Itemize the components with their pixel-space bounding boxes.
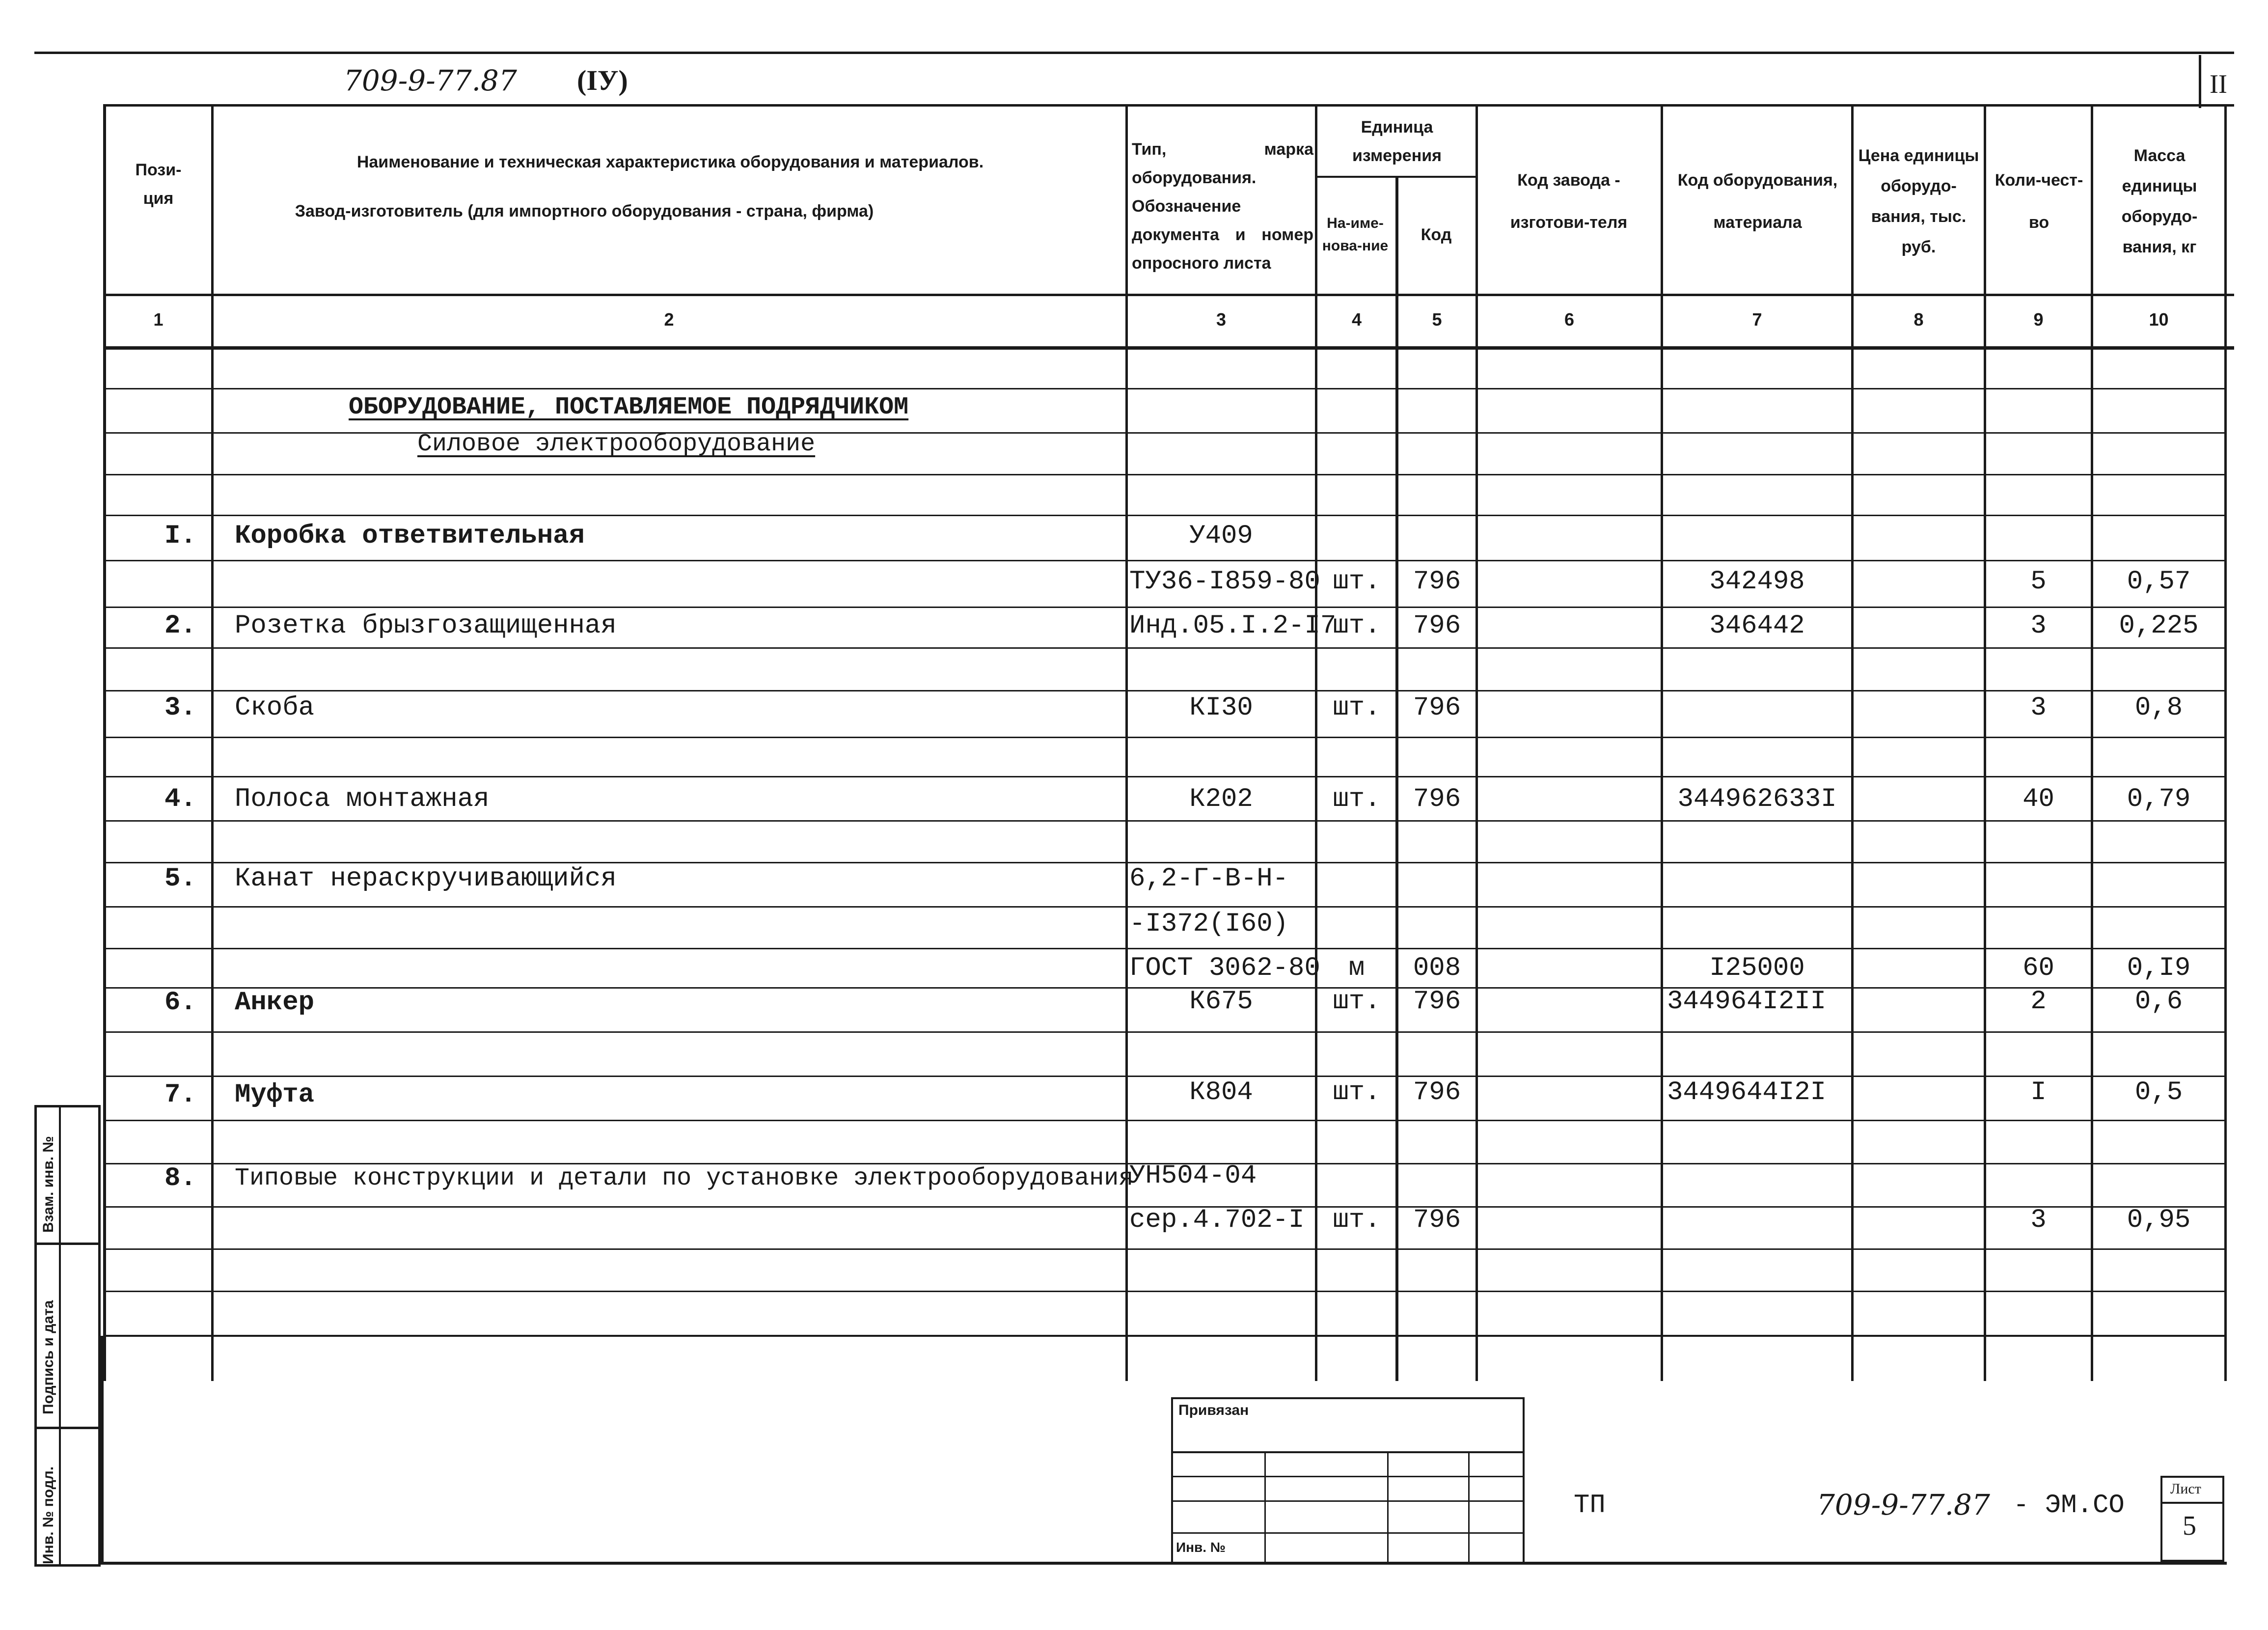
attached-row-line [1171, 1476, 1525, 1477]
row-equipment-code: 344964I2II [1667, 987, 1827, 1017]
column-number: 8 [1913, 309, 1924, 330]
side-stamp-divider [59, 1105, 61, 1567]
row-equipment-code: 342498 [1709, 567, 1805, 597]
title-doc-code: 709-9-77.87 [1817, 1488, 1990, 1521]
header-unit-name: На-име-нова-ние [1322, 215, 1389, 254]
column-number: 9 [2033, 309, 2044, 330]
row-type: К675 [1189, 987, 1253, 1017]
row-unit-code: 796 [1413, 611, 1461, 641]
title-doc-suffix: - ЭМ.СО [2013, 1491, 2125, 1520]
row-mass: 0,57 [2127, 567, 2191, 597]
sheet-number: 5 [2183, 1511, 2196, 1541]
side-stamp-inv-original: Инв. № подл. [40, 1466, 56, 1564]
row-line [106, 1248, 2227, 1250]
header-name-line1: Наименование и техническая характеристика оборудования и материалов. [356, 153, 984, 171]
column-number: 2 [664, 309, 674, 330]
row-mass: 0,5 [2134, 1077, 2183, 1107]
row-name: Типовые конструкции и детали по установке электрооборудования [235, 1164, 1134, 1192]
row-name: Коробка ответвительная [235, 521, 585, 551]
row-position: 5. [164, 864, 196, 894]
row-type: КI30 [1189, 693, 1253, 723]
column-number: 7 [1752, 309, 1762, 330]
row-line [106, 647, 2227, 649]
row-mass: 0,225 [2119, 611, 2199, 641]
row-unit: м [1348, 953, 1365, 983]
row-type: сер.4.702-I [1129, 1205, 1305, 1235]
row-unit: шт. [1333, 987, 1381, 1017]
row-position: 4. [164, 784, 196, 814]
section-title: ОБОРУДОВАНИЕ, ПОСТАВЛЯЕМОЕ ПОДРЯДЧИКОМ [349, 393, 909, 421]
header-bottom-line [103, 294, 2234, 296]
row-unit: шт. [1333, 611, 1381, 641]
side-stamp-row-line [34, 1427, 101, 1429]
col-line-6 [1661, 104, 1663, 1381]
header-equipment-code: Код оборудования, материала [1677, 171, 1838, 232]
row-unit: шт. [1333, 693, 1381, 723]
col-line-4 [1395, 177, 1398, 1381]
side-stamp-inv-replace: Взам. инв. № [40, 1136, 56, 1233]
row-type: У409 [1189, 521, 1253, 551]
table-right-border [2224, 104, 2227, 1381]
side-stamp-signature-date: Подпись и дата [40, 1300, 56, 1414]
row-quantity: I [2030, 1077, 2047, 1107]
row-quantity: 60 [2022, 953, 2054, 983]
header-unit: Единица измерения [1352, 117, 1442, 165]
row-line [106, 820, 2227, 822]
column-number: 6 [1564, 309, 1575, 330]
header-position: Пози- ция [135, 161, 182, 208]
row-line [106, 737, 2227, 738]
row-quantity: 2 [2030, 987, 2047, 1017]
header-name-line2: Завод-изготовитель (для импортного оборудования - страна, фирма) [295, 202, 874, 221]
volume-label: (IУ) [577, 64, 628, 96]
row-type: УН504-04 [1129, 1161, 1257, 1191]
row-line [106, 1291, 2227, 1292]
row-name: Полоса монтажная [235, 784, 490, 814]
row-equipment-code: I25000 [1709, 953, 1805, 983]
attached-stamp [1171, 1397, 1525, 1564]
right-top-border [2199, 55, 2201, 108]
attached-label: Привязан [1178, 1402, 1249, 1418]
row-mass: 0,79 [2127, 784, 2191, 814]
sheet-label: Лист [2170, 1481, 2201, 1497]
row-line [106, 474, 2227, 475]
row-position: I. [164, 521, 196, 551]
row-name: Канат нераскручивающийся [235, 864, 617, 894]
row-equipment-code: 344962633I [1677, 784, 1837, 814]
row-quantity: 40 [2022, 784, 2054, 814]
row-unit-code: 796 [1413, 567, 1461, 597]
attached-col-line [1264, 1451, 1266, 1564]
col-line-8 [1984, 104, 1986, 1381]
row-type: К804 [1189, 1077, 1253, 1107]
row-mass: 0,95 [2127, 1205, 2191, 1235]
row-equipment-code: 3449644I2I [1667, 1077, 1827, 1107]
row-position: 8. [164, 1163, 196, 1193]
col-line-3 [1315, 104, 1317, 1381]
attached-row-line [1171, 1532, 1525, 1534]
col-line-5 [1476, 104, 1478, 1381]
row-line [106, 776, 2227, 777]
row-unit-code: 008 [1413, 953, 1461, 983]
row-position: 6. [164, 988, 196, 1018]
row-line [106, 862, 2227, 863]
attached-row-line [1171, 1500, 1525, 1502]
row-mass: 0,8 [2134, 693, 2183, 723]
row-unit-code: 796 [1413, 1205, 1461, 1235]
column-number: 1 [153, 309, 164, 330]
bottom-frame-line [98, 1562, 2227, 1565]
inv-no-label: Инв. № [1176, 1540, 1226, 1555]
header-price: Цена единицы оборудо-вания, тыс. руб. [1858, 146, 1979, 256]
row-type: -I372(I60) [1129, 909, 1289, 939]
row-type: 6,2-Г-В-Н- [1129, 864, 1289, 894]
row-unit-code: 796 [1413, 1077, 1461, 1107]
row-line [106, 607, 2227, 608]
row-quantity: 3 [2030, 1205, 2047, 1235]
row-quantity: 3 [2030, 611, 2047, 641]
document-code-header: 709-9-77.87 [344, 64, 517, 97]
col-line-7 [1851, 104, 1854, 1381]
row-position: 7. [164, 1080, 196, 1110]
col-line-9 [2091, 104, 2093, 1381]
bottom-frame-left [101, 1336, 104, 1565]
side-stamp-row-line [34, 1243, 101, 1245]
number-row-bottom-line [103, 346, 2234, 350]
row-quantity: 3 [2030, 693, 2047, 723]
section-subtitle: Силовое электрооборудование [417, 430, 816, 458]
row-line [106, 1120, 2227, 1121]
row-position: 3. [164, 693, 196, 723]
row-name: Розетка брызгозащищенная [235, 611, 617, 641]
row-position: 2. [164, 611, 196, 641]
row-equipment-code: 346442 [1709, 611, 1805, 641]
row-type: ТУ36-I859-80 [1129, 567, 1320, 597]
row-unit-code: 796 [1413, 693, 1461, 723]
col-line-1 [211, 104, 214, 1381]
row-unit-code: 796 [1413, 784, 1461, 814]
row-line [106, 690, 2227, 691]
row-line [106, 906, 2227, 908]
row-unit: шт. [1333, 784, 1381, 814]
row-line [106, 560, 2227, 561]
row-line [106, 1031, 2227, 1033]
header-mass: Масса единицы оборудо-вания, кг [2121, 146, 2198, 256]
row-name: Муфта [235, 1080, 315, 1110]
row-quantity: 5 [2030, 567, 2047, 597]
row-unit: шт. [1333, 1077, 1381, 1107]
attached-col-line [1387, 1451, 1389, 1564]
row-mass: 0,6 [2134, 987, 2183, 1017]
table-body-bottom [106, 1335, 2227, 1337]
tp-label: ТП [1574, 1491, 1606, 1520]
attached-row-line [1171, 1451, 1525, 1453]
column-number: 3 [1216, 309, 1227, 330]
row-mass: 0,I9 [2127, 953, 2191, 983]
sheet-corner-number: II [2210, 69, 2227, 99]
row-type: К202 [1189, 784, 1253, 814]
column-number: 4 [1351, 309, 1362, 330]
header-factory-code: Код завода - изготови-теля [1510, 171, 1628, 232]
row-name: Скоба [235, 693, 315, 723]
attached-col-line [1468, 1451, 1470, 1564]
header-unit-code: Код [1421, 225, 1452, 244]
top-rule [34, 52, 2234, 54]
row-name: Анкер [235, 988, 315, 1018]
header-quantity: Коли-чест-во [1995, 171, 2083, 232]
row-line [106, 1076, 2227, 1077]
row-type: ГОСТ 3062-80 [1129, 953, 1320, 983]
sheet-box-divider [2160, 1502, 2224, 1504]
row-unit-code: 796 [1413, 987, 1461, 1017]
row-unit: шт. [1333, 1205, 1381, 1235]
column-number: 5 [1432, 309, 1442, 330]
row-line [106, 948, 2227, 949]
row-unit: шт. [1333, 567, 1381, 597]
row-line [106, 515, 2227, 516]
header-type: Тип, марка оборудования. Обозначение документа и номер опросного листа [1132, 140, 1313, 273]
row-type: Инд.05.I.2-I7 [1129, 611, 1337, 641]
column-number: 10 [2149, 309, 2169, 330]
row-line [106, 388, 2227, 389]
table-top-border [103, 104, 2234, 107]
unit-subheader-line [1315, 176, 1477, 178]
